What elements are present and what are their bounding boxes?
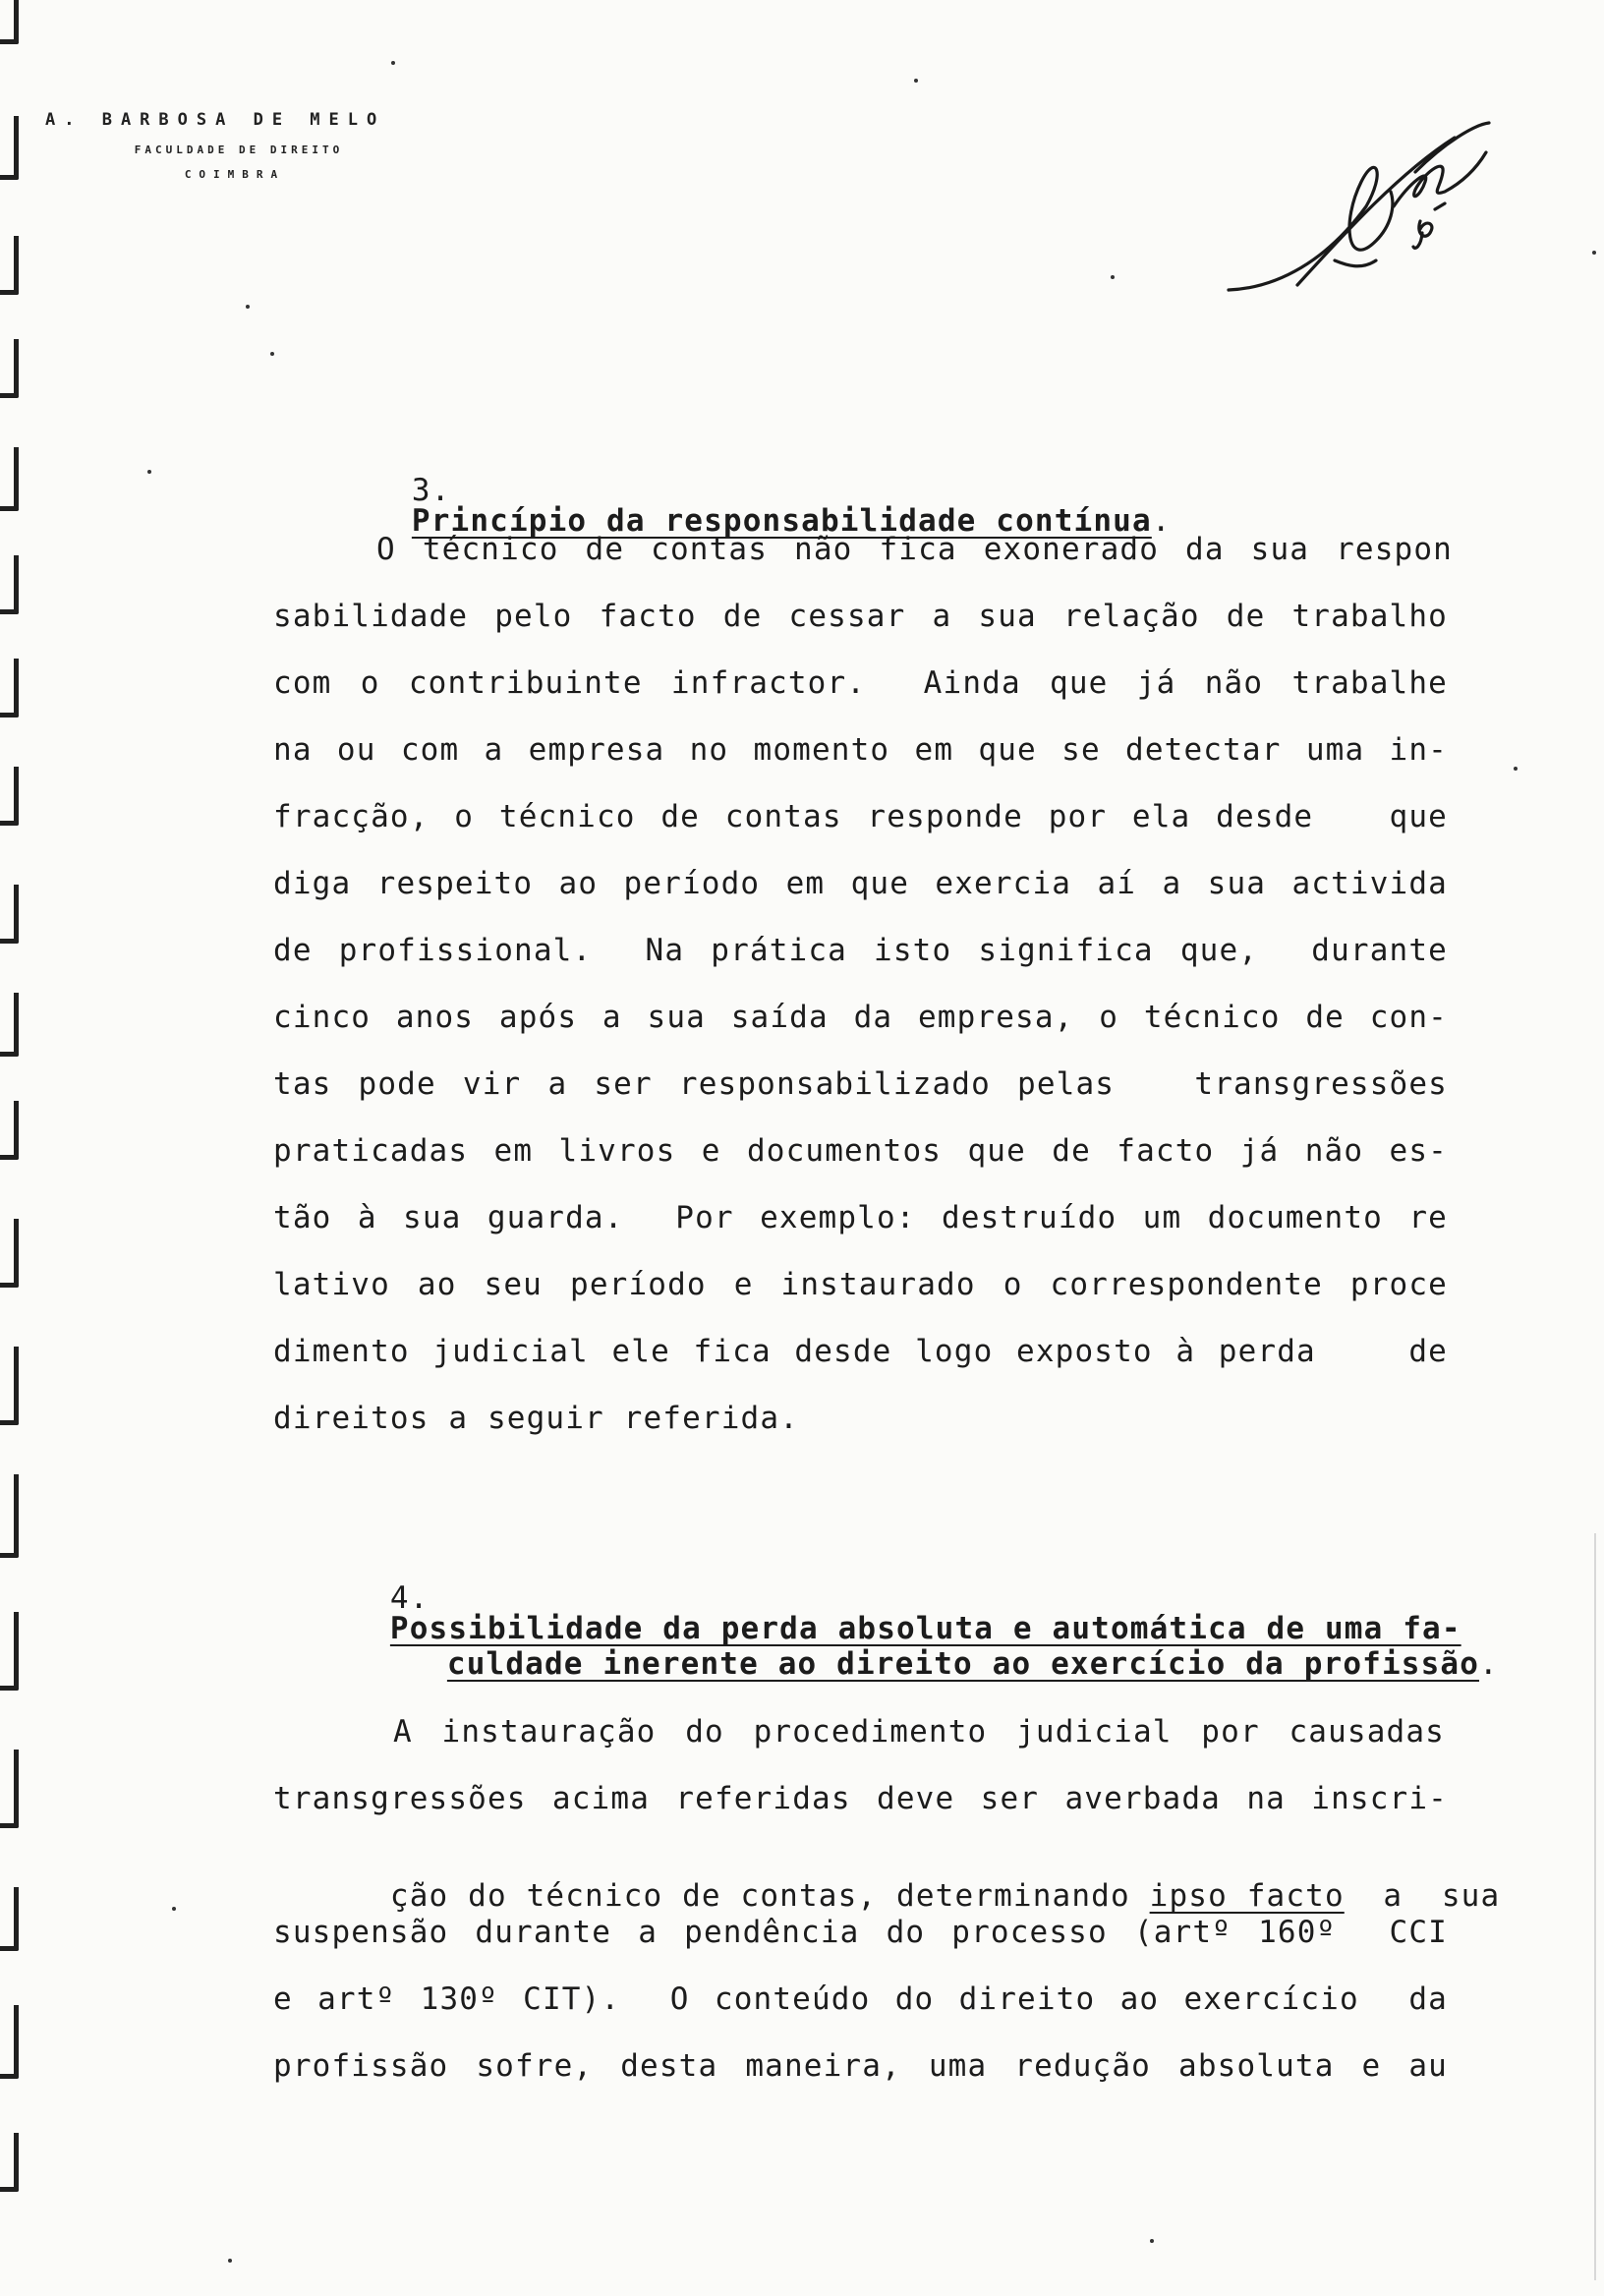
section-4-heading-continuation (330, 1619, 1499, 1710)
section-3-line: O técnico de contas não fica exonerado da sua respon (376, 532, 1453, 567)
section-3-line: sabilidade pelo facto de cessar a sua relação de trabalho (273, 599, 1448, 634)
section-3-line: fracção, o técnico de contas responde por ela desde que (273, 799, 1448, 834)
section-4-line: transgressões acima referidas deve ser averbada na inscri- (273, 1781, 1448, 1816)
section-4-line: profissão sofre, desta maneira, uma redução absoluta e au (273, 2048, 1448, 2084)
section-4-heading-punct: . (1479, 1646, 1499, 1682)
ipso-facto-emphasis: ipso facto (1149, 1878, 1345, 1914)
section-3-line: tão à sua guarda. Por exemplo: destruído um documento re (273, 1200, 1448, 1235)
letterhead (45, 110, 438, 181)
section-4-line-3-start: ção do técnico de contas, determinando (389, 1878, 1150, 1914)
section-4-line: e artº 130º CIT). O conteúdo do direito ao exercício da (273, 1981, 1448, 2017)
section-3-line: diga respeito ao período em que exercia aí a sua activida (273, 866, 1448, 901)
section-3-line: direitos a seguir referida. (273, 1401, 799, 1436)
section-3-title: Princípio da responsabilidade contínua (411, 503, 1152, 539)
letterhead-name: A. BARBOSA DE MELO (45, 110, 386, 130)
section-3-line: praticadas em livros e documentos que de facto já não es- (273, 1133, 1448, 1169)
section-3-line: lativo ao seu período e instaurado o correspondente proce (273, 1267, 1448, 1302)
section-4-line-3-end: a sua (1344, 1878, 1501, 1914)
section-4-title-line-2: culdade inerente ao direito ao exercício da profissão (446, 1646, 1480, 1682)
section-3-line: tas pode vir a ser responsabilizado pelas transgressões (273, 1066, 1448, 1102)
section-3-line: dimento judicial ele fica desde logo exposto à perda de (273, 1334, 1448, 1369)
letterhead-city: COIMBRA (184, 168, 286, 181)
letterhead-faculty: FACULDADE DE DIREITO (134, 144, 344, 156)
section-4-line: A instauração do procedimento judicial por causadas (393, 1714, 1445, 1750)
section-3-line: de profissional. Na prática isto significa que, durante (273, 933, 1448, 968)
section-3-line: cinco anos após a sua saída da empresa, o técnico de con- (273, 1000, 1448, 1035)
handwritten-signature (1219, 113, 1494, 310)
section-3-heading-punct: . (1151, 503, 1172, 539)
section-3-line: com o contribuinte infractor. Ainda que já não trabalhe (273, 665, 1448, 701)
section-4-title-line-1: Possibilidade da perda absoluta e automática de uma fa- (389, 1611, 1461, 1646)
section-3-number: 3. (411, 473, 451, 508)
section-4-number: 4. (389, 1580, 430, 1616)
section-4-line: suspensão durante a pendência do processo (artº 160º CCI (273, 1915, 1448, 1950)
section-3-line: na ou com a empresa no momento em que se detectar uma in- (273, 732, 1448, 768)
